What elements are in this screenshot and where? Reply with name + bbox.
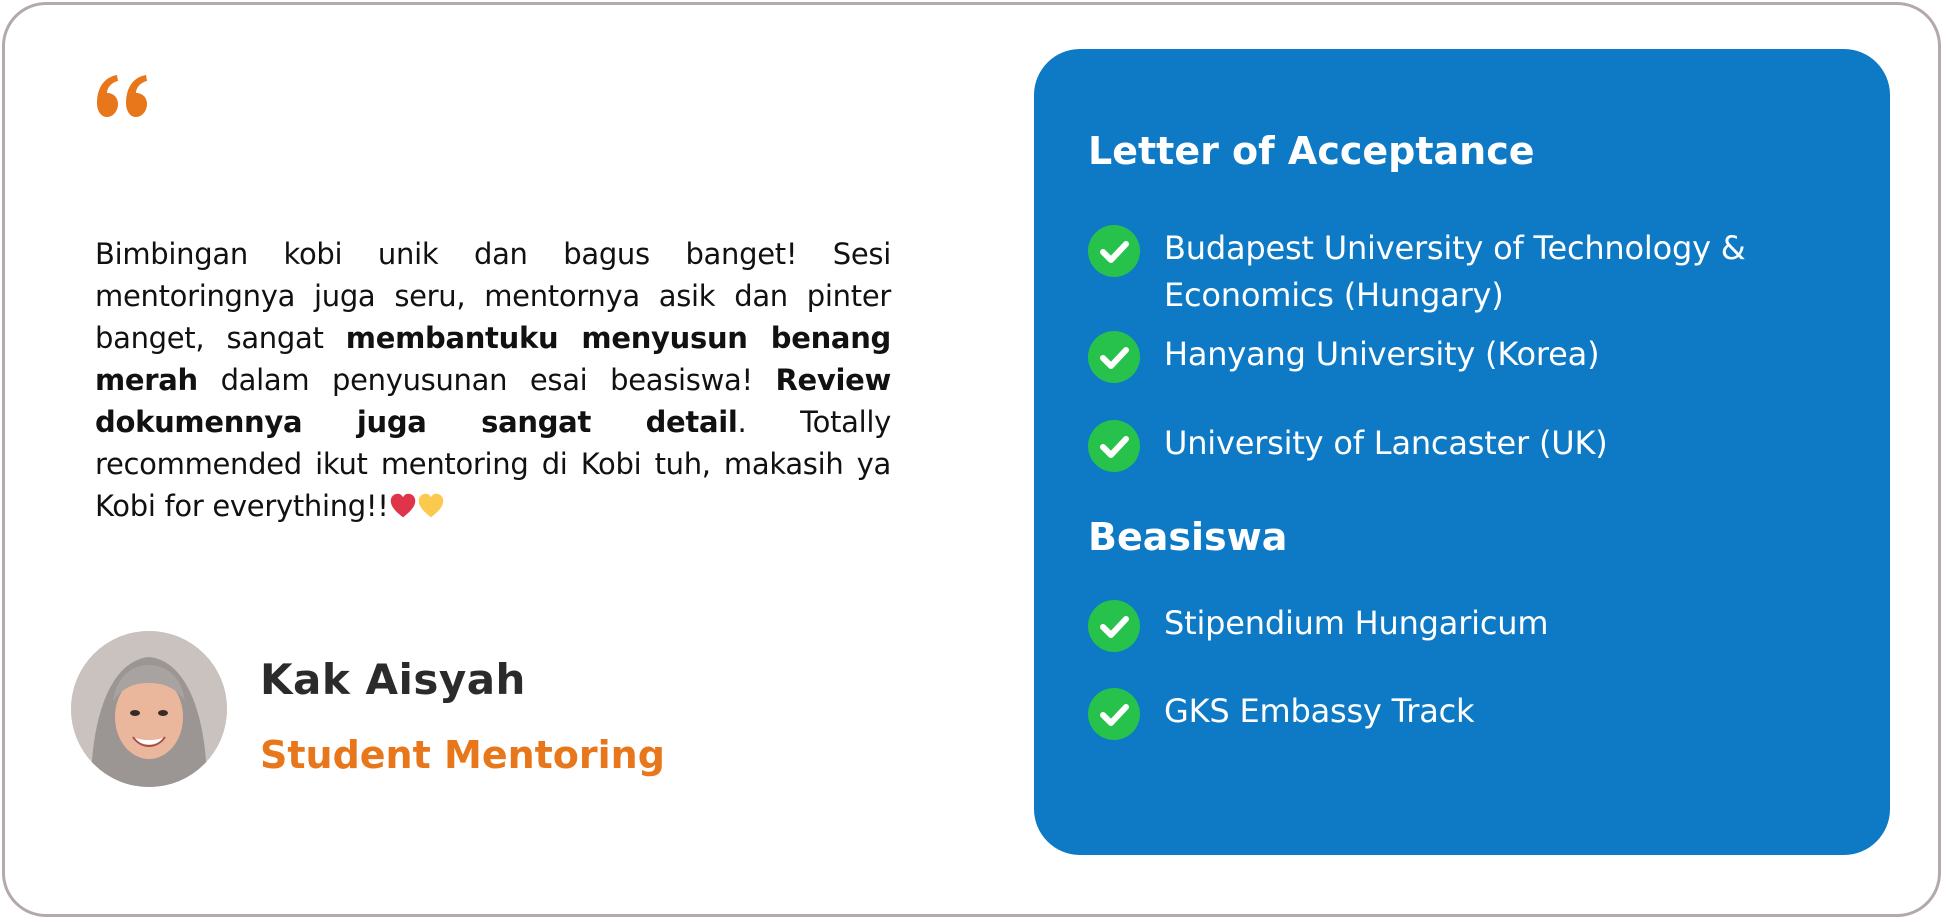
person-role: Student Mentoring bbox=[260, 733, 665, 777]
avatar-photo bbox=[71, 631, 227, 787]
beasiswa-item bbox=[1088, 600, 1804, 652]
person-name: Kak Aisyah bbox=[260, 655, 526, 704]
loa-item bbox=[1088, 225, 1804, 319]
red-heart-icon bbox=[389, 492, 417, 520]
check-circle-icon bbox=[1088, 688, 1140, 740]
testimonial-text-part: dalam penyusunan esai beasiswa! bbox=[197, 363, 776, 397]
beasiswa-item bbox=[1088, 688, 1804, 740]
check-circle-icon bbox=[1088, 331, 1140, 383]
quote-icon bbox=[93, 73, 153, 121]
beasiswa-heading: Beasiswa bbox=[1088, 515, 1288, 559]
testimonial-text bbox=[95, 233, 891, 527]
testimonial-highlight: membantuku menyusun benang merah bbox=[95, 321, 891, 397]
check-circle-icon bbox=[1088, 420, 1140, 472]
loa-heading: Letter of Acceptance bbox=[1088, 129, 1535, 173]
loa-item bbox=[1088, 331, 1804, 383]
testimonial-card bbox=[2, 2, 1941, 917]
loa-item-label: Hanyang University (Korea) bbox=[1164, 335, 1600, 373]
testimonial-text-part: Bimbingan kobi unik dan bagus banget! Sesi mentoringnya juga seru, mentornya asik dan pinter banget, sangat bbox=[95, 237, 891, 355]
loa-item bbox=[1088, 420, 1804, 472]
check-circle-icon bbox=[1088, 225, 1140, 277]
beasiswa-item-label: Stipendium Hungaricum bbox=[1164, 604, 1549, 642]
testimonial-text-part: . Totally recommended ikut mentoring di Kobi tuh, makasih ya Kobi for everything!! bbox=[95, 405, 891, 523]
loa-item-label: Budapest University of Technology & Economics (Hungary) bbox=[1164, 229, 1746, 314]
beasiswa-item-label: GKS Embassy Track bbox=[1164, 692, 1475, 730]
loa-item-label: University of Lancaster (UK) bbox=[1164, 424, 1608, 462]
achievements-panel bbox=[1034, 49, 1890, 855]
yellow-heart-icon bbox=[417, 492, 445, 520]
avatar bbox=[71, 631, 227, 787]
testimonial-highlight: Review dokumennya juga sangat detail bbox=[95, 363, 891, 439]
check-circle-icon bbox=[1088, 600, 1140, 652]
